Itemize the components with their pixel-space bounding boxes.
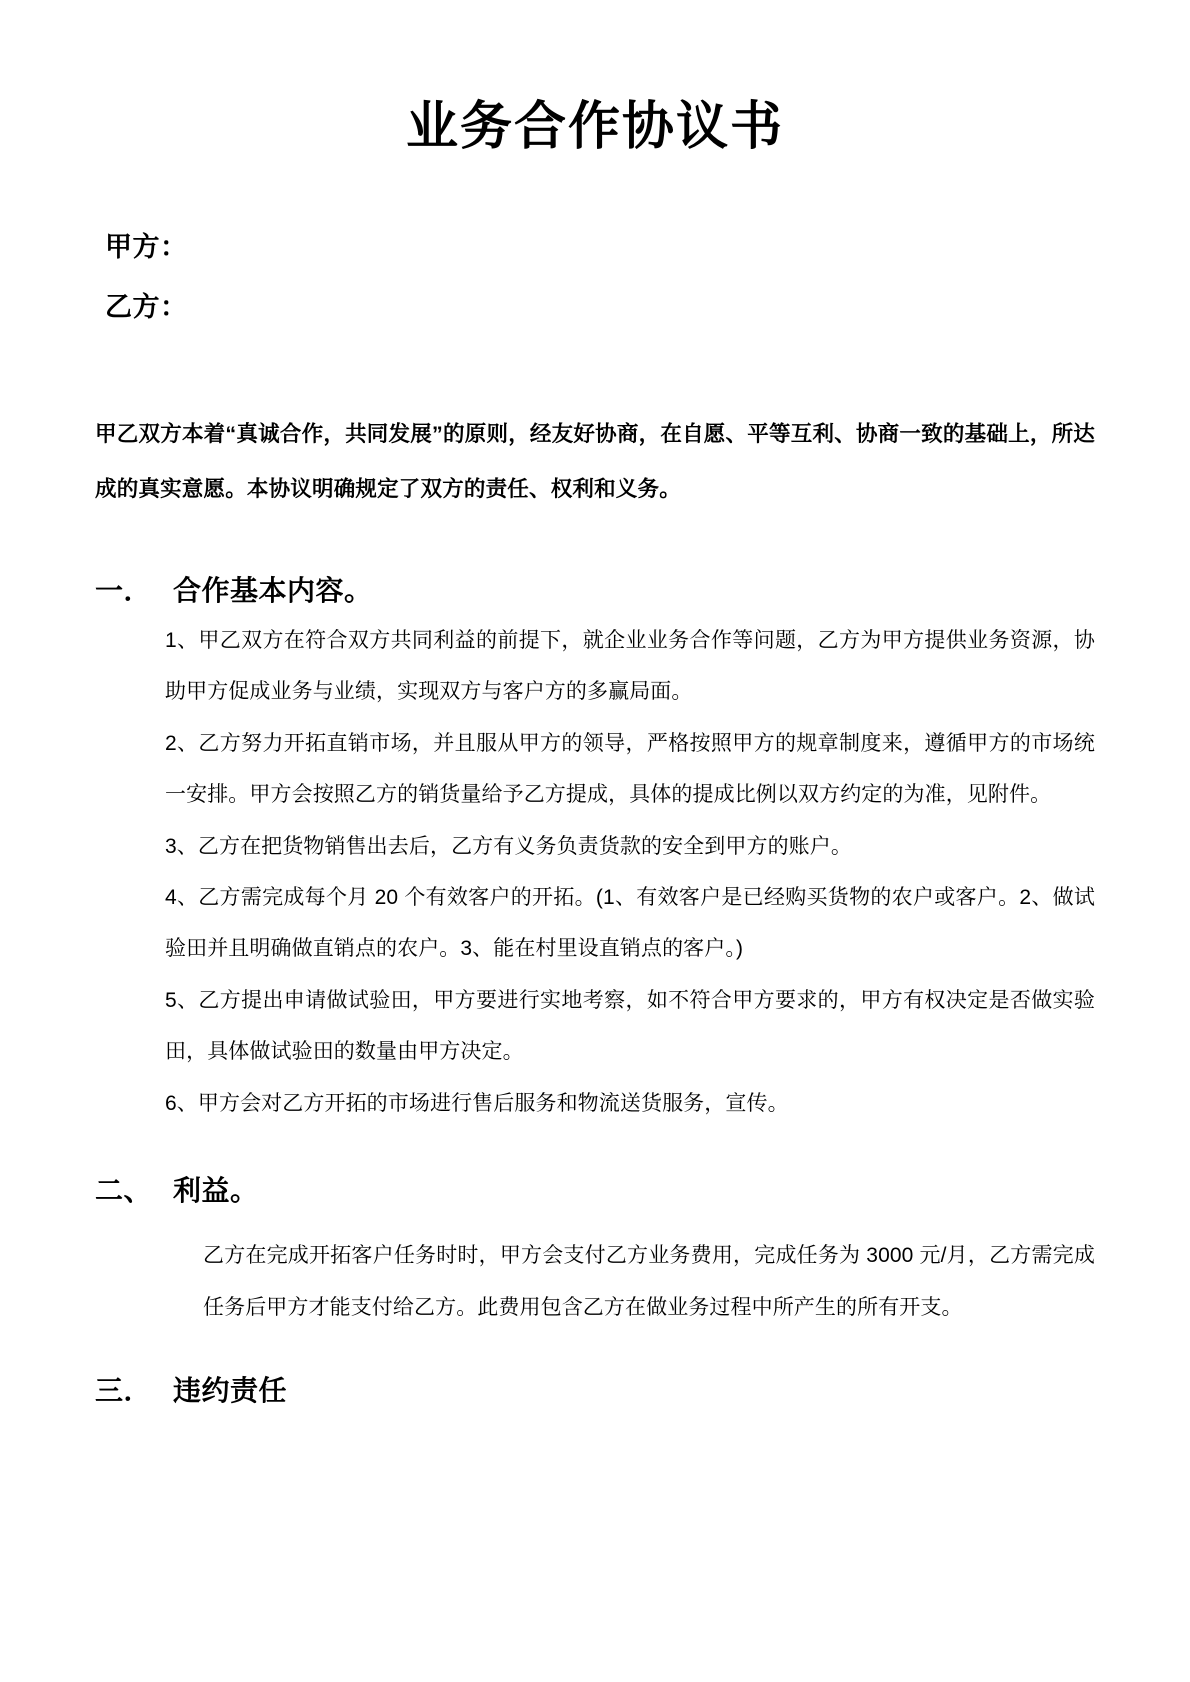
clause-item: 2、乙方努力开拓直销市场，并且服从甲方的领导，严格按照甲方的规章制度来，遵循甲方的市场统一安排。甲方会按照乙方的销货量给予乙方提成，具体的提成比例以双方约定的为准，见附件。: [165, 731, 1095, 807]
clause-item: 1、甲乙双方在符合双方共同利益的前提下，就企业业务合作等问题，乙方为甲方提供业务资源，协助甲方促成业务与业绩，实现双方与客户方的多赢局面。: [165, 628, 1095, 704]
section-one-heading: [95, 569, 1095, 609]
clause-item: 3、乙方在把货物销售出去后，乙方有义务负责货款的安全到甲方的账户。: [165, 834, 852, 858]
clause-item: 6、甲方会对乙方开拓的市场进行售后服务和物流送货服务，宣传。: [165, 1091, 789, 1115]
party-a-label: 甲方：: [105, 232, 188, 263]
section-two-heading: [95, 1169, 1095, 1209]
clause-item: 5、乙方提出申请做试验田，甲方要进行实地考察，如不符合甲方要求的，甲方有权决定是否做实验田，具体做试验田的数量由甲方决定。: [165, 988, 1095, 1064]
clause-item: 4、乙方需完成每个月 20 个有效客户的开拓。(1、有效客户是已经购买货物的农户或客户。2、做试验田并且明确做直销点的农户。3、能在村里设直销点的客户。): [165, 885, 1095, 961]
section-three-title: 违约责任: [173, 1375, 288, 1407]
section-three-heading: [95, 1369, 1095, 1409]
page-title: 业务合作协议书: [405, 98, 784, 156]
intro-paragraph: 甲乙双方本着“真诚合作，共同发展”的原则，经友好协商，在自愿、平等互利、协商一致的基础上，所达成的真实意愿。本协议明确规定了双方的责任、权利和义务。: [95, 422, 1095, 501]
section-two-title: 利益。: [173, 1175, 259, 1207]
party-b-label: 乙方：: [105, 291, 188, 322]
section-three-number: 三．: [95, 1375, 153, 1407]
section-two-number: 二、: [95, 1175, 153, 1207]
section-three: [95, 1369, 1095, 1409]
section-two-paragraph: 乙方在完成开拓客户任务时时，甲方会支付乙方业务费用，完成任务为 3000 元/月，乙方需完成任务后甲方才能支付给乙方。此费用包含乙方在做业务过程中所产生的所有开支。: [203, 1244, 1095, 1319]
section-one-clause-list: [95, 615, 1095, 1129]
section-one-title: 合作基本内容。: [173, 574, 373, 606]
parties-block: [95, 218, 1095, 337]
section-one-number: 一．: [95, 574, 153, 606]
section-two: [95, 1169, 1095, 1333]
section-one: [95, 569, 1095, 1129]
